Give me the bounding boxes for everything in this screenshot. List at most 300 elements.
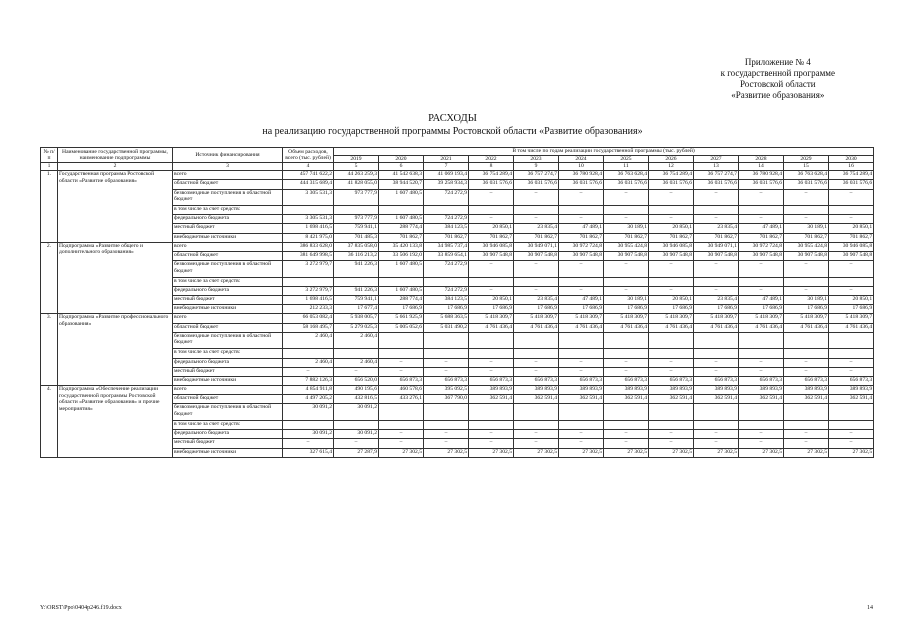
year-value: 656 873,3: [694, 376, 739, 385]
year-value: 1 607 480,5: [379, 286, 424, 295]
year-value: –: [694, 215, 739, 224]
year-value: 433 276,1: [379, 395, 424, 404]
year-value: [784, 349, 829, 358]
year-value: 30 955 424,8: [784, 242, 829, 251]
year-value: 47 489,1: [739, 296, 784, 305]
year-value: –: [694, 261, 739, 278]
header-source: Источник финансирования: [173, 148, 283, 163]
column-number: 14: [739, 163, 784, 171]
year-value: 4 761 436,4: [514, 323, 559, 332]
year-value: –: [604, 189, 649, 206]
year-value: 2 460,4: [334, 358, 379, 367]
total-value: –: [283, 367, 334, 376]
year-value: 27 287,9: [334, 448, 379, 457]
year-value: [784, 332, 829, 349]
year-value: 288 774,4: [379, 296, 424, 305]
total-value: [283, 349, 334, 358]
year-value: 36 031 576,6: [559, 180, 604, 189]
year-value: –: [514, 189, 559, 206]
year-value: 17 686,9: [514, 305, 559, 314]
year-value: 5 418 309,7: [469, 314, 514, 323]
year-value: –: [784, 358, 829, 367]
year-value: 27 302,5: [604, 448, 649, 457]
funding-source: внебюджетные источники: [173, 448, 283, 457]
total-value: 66 053 082,4: [283, 314, 334, 323]
year-value: [604, 420, 649, 429]
column-number: 6: [379, 163, 424, 171]
funding-source: безвозмездные поступления в областной бюджет: [173, 332, 283, 349]
year-value: 1 607 480,5: [379, 189, 424, 206]
year-value: –: [694, 367, 739, 376]
year-value: –: [829, 358, 874, 367]
year-value: –: [739, 261, 784, 278]
year-value: 701 862,7: [559, 233, 604, 242]
total-value: 4 854 911,8: [283, 386, 334, 395]
year-value: 23 835,4: [514, 224, 559, 233]
year-value: –: [784, 215, 829, 224]
year-value: 17 677,4: [334, 305, 379, 314]
year-value: 39 258 934,3: [424, 180, 469, 189]
year-value: –: [739, 439, 784, 448]
total-value: [283, 420, 334, 429]
year-value: –: [829, 215, 874, 224]
total-value: 381 649 998,5: [283, 252, 334, 261]
table-row: [41, 314, 874, 323]
year-value: –: [379, 358, 424, 367]
year-value: 33 506 192,0: [379, 252, 424, 261]
year-value: 27 302,5: [469, 448, 514, 457]
year-value: 389 893,9: [559, 386, 604, 395]
year-value: –: [829, 189, 874, 206]
header-years-group: В том числе по годам реализации государственной программы (тыс. рублей): [334, 148, 874, 156]
funding-source: внебюджетные источники: [173, 305, 283, 314]
year-value: [424, 332, 469, 349]
year-value: 656 873,3: [469, 376, 514, 385]
header-year: 2027: [694, 155, 739, 163]
year-value: 389 893,9: [649, 386, 694, 395]
year-value: 36 031 576,6: [829, 180, 874, 189]
year-value: [694, 206, 739, 215]
funding-source: всего: [173, 314, 283, 323]
year-value: 432 816,5: [334, 395, 379, 404]
year-value: 23 835,4: [694, 296, 739, 305]
year-value: 4 761 436,4: [829, 323, 874, 332]
year-value: 4 761 436,4: [559, 323, 604, 332]
total-value: 1 698 416,5: [283, 296, 334, 305]
year-value: 362 591,4: [739, 395, 784, 404]
year-value: 362 591,4: [469, 395, 514, 404]
column-number: 4: [283, 163, 334, 171]
year-value: –: [514, 358, 559, 367]
year-value: –: [559, 286, 604, 295]
page-subtitle: на реализацию государственной программы Ростовской области «Развитие образования»: [262, 126, 643, 137]
year-value: [739, 420, 784, 429]
year-value: 44 263 259,3: [334, 171, 379, 180]
year-value: [694, 332, 739, 349]
year-value: [424, 277, 469, 286]
header-row: [41, 148, 874, 156]
program-number: 4.: [41, 386, 58, 458]
year-value: 36 754 289,4: [469, 171, 514, 180]
total-value: [283, 206, 334, 215]
year-value: –: [514, 286, 559, 295]
year-value: 23 835,4: [694, 224, 739, 233]
year-value: 973 777,9: [334, 215, 379, 224]
year-value: [514, 332, 559, 349]
header-year: 2022: [469, 155, 514, 163]
year-value: –: [379, 430, 424, 439]
year-value: –: [424, 358, 469, 367]
expenses-table: [40, 147, 874, 458]
year-value: [424, 404, 469, 421]
total-value: 2 460,4: [283, 332, 334, 349]
year-value: 34 985 737,4: [424, 242, 469, 251]
total-value: 386 833 628,0: [283, 242, 334, 251]
year-value: 5 938 005,7: [334, 314, 379, 323]
year-value: 701 862,7: [424, 233, 469, 242]
year-value: –: [514, 439, 559, 448]
year-value: [604, 206, 649, 215]
year-value: 30 907 548,8: [514, 252, 559, 261]
year-value: 656 520,0: [334, 376, 379, 385]
year-value: 389 893,9: [784, 386, 829, 395]
year-value: 47 489,1: [559, 224, 604, 233]
year-value: [829, 420, 874, 429]
year-value: 362 591,4: [514, 395, 559, 404]
appendix-line: Ростовской области: [740, 79, 816, 89]
year-value: –: [559, 215, 604, 224]
year-value: –: [829, 430, 874, 439]
funding-source: всего: [173, 171, 283, 180]
year-value: –: [469, 215, 514, 224]
funding-source: в том числе за счет средств:: [173, 420, 283, 429]
year-value: [514, 349, 559, 358]
year-value: –: [649, 261, 694, 278]
year-value: 5 661 925,9: [379, 314, 424, 323]
year-value: 27 302,5: [829, 448, 874, 457]
total-value: 212 233,3: [283, 305, 334, 314]
year-value: –: [469, 439, 514, 448]
total-value: 3 272 979,7: [283, 261, 334, 278]
appendix-line: «Развитие образования»: [731, 90, 825, 100]
year-value: –: [334, 367, 379, 376]
header-year: 2019: [334, 155, 379, 163]
year-value: [604, 277, 649, 286]
year-value: 362 591,4: [649, 395, 694, 404]
column-number: 10: [559, 163, 604, 171]
year-value: 33 859 654,1: [424, 252, 469, 261]
year-value: [649, 206, 694, 215]
year-value: –: [559, 358, 604, 367]
year-value: [334, 206, 379, 215]
appendix-line: Приложение № 4: [744, 57, 811, 67]
year-value: 41 542 638,3: [379, 171, 424, 180]
year-value: 27 302,5: [694, 448, 739, 457]
year-value: [694, 404, 739, 421]
table-row: [41, 171, 874, 180]
year-value: 30 189,1: [784, 224, 829, 233]
year-value: –: [694, 286, 739, 295]
funding-source: местный бюджет: [173, 439, 283, 448]
year-value: –: [469, 367, 514, 376]
year-value: 30 955 424,8: [604, 242, 649, 251]
year-value: –: [784, 439, 829, 448]
year-value: –: [334, 439, 379, 448]
year-value: [739, 404, 784, 421]
year-value: 36 763 628,4: [784, 171, 829, 180]
year-value: 5 031 490,2: [424, 323, 469, 332]
year-value: 30 949 071,1: [694, 242, 739, 251]
year-value: [829, 332, 874, 349]
year-value: 17 686,9: [739, 305, 784, 314]
year-value: [559, 206, 604, 215]
total-value: 3 305 531,3: [283, 215, 334, 224]
year-value: 384 123,5: [424, 224, 469, 233]
year-value: 36 754 289,4: [829, 171, 874, 180]
year-value: 30 907 548,8: [829, 252, 874, 261]
total-value: 58 168 495,7: [283, 323, 334, 332]
funding-source: безвозмездные поступления в областной бюджет: [173, 261, 283, 278]
year-value: 656 873,3: [424, 376, 469, 385]
year-value: 701 862,7: [604, 233, 649, 242]
header-year: 2024: [559, 155, 604, 163]
year-value: 4 761 436,4: [694, 323, 739, 332]
year-value: 38 944 520,7: [379, 180, 424, 189]
header-year: 2023: [514, 155, 559, 163]
year-value: 30 091,2: [334, 404, 379, 421]
year-value: 36 780 928,4: [559, 171, 604, 180]
year-value: 656 873,3: [649, 376, 694, 385]
funding-source: областной бюджет: [173, 180, 283, 189]
year-value: 701 862,7: [784, 233, 829, 242]
year-value: –: [514, 367, 559, 376]
year-value: –: [739, 286, 784, 295]
total-value: 327 615,4: [283, 448, 334, 457]
header-name: Наименование государственной программы, наименование подпрограммы: [58, 148, 173, 163]
year-value: –: [784, 430, 829, 439]
year-value: 362 591,4: [559, 395, 604, 404]
year-value: 36 031 576,6: [514, 180, 559, 189]
year-value: [784, 277, 829, 286]
year-value: –: [559, 367, 604, 376]
year-value: –: [694, 358, 739, 367]
year-value: –: [469, 189, 514, 206]
table-row: [41, 386, 874, 395]
year-value: 30 091,2: [334, 430, 379, 439]
year-value: –: [514, 215, 559, 224]
year-value: 973 777,9: [334, 189, 379, 206]
year-value: 20 850,1: [649, 296, 694, 305]
year-value: [739, 332, 784, 349]
year-value: 389 893,9: [694, 386, 739, 395]
funding-source: федерального бюджета: [173, 215, 283, 224]
year-value: 460 578,6: [379, 386, 424, 395]
year-value: 701 862,7: [469, 233, 514, 242]
year-value: [694, 420, 739, 429]
expenses-table-wrapper: [40, 147, 873, 458]
year-value: [334, 277, 379, 286]
year-value: –: [694, 189, 739, 206]
year-value: 5 418 309,7: [604, 314, 649, 323]
year-value: 36 763 628,4: [604, 171, 649, 180]
year-value: –: [424, 439, 469, 448]
year-value: 20 850,1: [829, 296, 874, 305]
year-value: 5 418 309,7: [514, 314, 559, 323]
year-value: –: [604, 439, 649, 448]
year-value: 5 005 052,6: [379, 323, 424, 332]
funding-source: всего: [173, 242, 283, 251]
year-value: 30 907 548,8: [694, 252, 739, 261]
year-value: 656 873,3: [739, 376, 784, 385]
funding-source: в том числе за счет средств:: [173, 277, 283, 286]
year-value: –: [829, 439, 874, 448]
year-value: 490 195,6: [334, 386, 379, 395]
year-value: 389 893,9: [739, 386, 784, 395]
year-value: –: [604, 286, 649, 295]
year-value: 17 686,9: [604, 305, 649, 314]
total-value: –: [283, 439, 334, 448]
year-value: 36 031 576,6: [784, 180, 829, 189]
program-number: 3.: [41, 314, 58, 386]
year-value: –: [379, 439, 424, 448]
funding-source: всего: [173, 386, 283, 395]
year-value: 656 873,3: [514, 376, 559, 385]
year-value: 2 460,4: [334, 332, 379, 349]
year-value: –: [694, 439, 739, 448]
year-value: –: [559, 261, 604, 278]
year-value: [649, 332, 694, 349]
program-number: 2.: [41, 242, 58, 314]
total-value: [283, 277, 334, 286]
year-value: 701 862,7: [379, 233, 424, 242]
year-value: 701 485,3: [334, 233, 379, 242]
year-value: –: [604, 358, 649, 367]
appendix-line: к государственной программе: [720, 68, 835, 78]
year-value: 4 761 436,4: [649, 323, 694, 332]
total-value: 457 741 622,2: [283, 171, 334, 180]
year-value: [379, 404, 424, 421]
total-value: 7 882 126,3: [283, 376, 334, 385]
year-value: 36 031 576,6: [469, 180, 514, 189]
year-value: 30 189,1: [604, 296, 649, 305]
year-value: –: [649, 358, 694, 367]
appendix-note: [721, 57, 835, 101]
footer-file-path: Y:\ORST\Ppo\0404p246.f19.docx: [40, 605, 122, 611]
year-value: 30 907 548,8: [649, 252, 694, 261]
total-value: 30 091,2: [283, 404, 334, 421]
year-value: [829, 206, 874, 215]
year-value: 47 489,1: [559, 296, 604, 305]
year-value: –: [784, 189, 829, 206]
year-value: [514, 420, 559, 429]
year-value: [379, 277, 424, 286]
year-value: 36 780 928,4: [739, 171, 784, 180]
year-value: –: [739, 358, 784, 367]
year-value: –: [649, 286, 694, 295]
year-value: [469, 420, 514, 429]
year-value: 724 272,9: [424, 286, 469, 295]
column-number: 12: [649, 163, 694, 171]
year-value: 656 873,3: [604, 376, 649, 385]
year-value: 17 686,9: [559, 305, 604, 314]
year-value: [469, 277, 514, 286]
year-value: [784, 206, 829, 215]
year-value: –: [829, 367, 874, 376]
year-value: [559, 420, 604, 429]
funding-source: местный бюджет: [173, 367, 283, 376]
year-value: 36 757 274,7: [694, 171, 739, 180]
year-value: 17 686,9: [784, 305, 829, 314]
header-year: 2025: [604, 155, 649, 163]
year-value: 367 790,0: [424, 395, 469, 404]
year-value: –: [514, 261, 559, 278]
year-value: 656 873,3: [379, 376, 424, 385]
year-value: [694, 349, 739, 358]
year-value: [514, 404, 559, 421]
year-value: 30 907 548,8: [469, 252, 514, 261]
year-value: 656 873,3: [829, 376, 874, 385]
funding-source: внебюджетные источники: [173, 233, 283, 242]
program-name: Государственная программа Ростовской области «Развитие образования»: [58, 171, 173, 243]
year-value: 20 850,1: [469, 224, 514, 233]
year-value: 27 302,5: [514, 448, 559, 457]
year-value: 36 757 274,7: [514, 171, 559, 180]
year-value: [334, 420, 379, 429]
year-value: 30 907 548,8: [784, 252, 829, 261]
year-value: [334, 349, 379, 358]
year-value: [514, 206, 559, 215]
year-value: –: [469, 430, 514, 439]
year-value: –: [739, 367, 784, 376]
year-value: [379, 332, 424, 349]
year-value: 30 189,1: [604, 224, 649, 233]
column-number: 16: [829, 163, 874, 171]
year-value: 389 893,9: [514, 386, 559, 395]
year-value: 701 862,7: [514, 233, 559, 242]
total-value: 2 460,4: [283, 358, 334, 367]
column-number: 1: [41, 163, 58, 171]
year-value: 4 761 436,4: [739, 323, 784, 332]
year-value: –: [784, 367, 829, 376]
column-number: 13: [694, 163, 739, 171]
year-value: 17 686,9: [379, 305, 424, 314]
funding-source: безвозмездные поступления в областной бюджет: [173, 189, 283, 206]
year-value: 389 893,9: [829, 386, 874, 395]
year-value: 30 946 085,8: [829, 242, 874, 251]
year-value: 30 189,1: [784, 296, 829, 305]
year-value: 656 873,3: [784, 376, 829, 385]
year-value: 759 941,1: [334, 296, 379, 305]
year-value: 395 092,5: [424, 386, 469, 395]
column-number: 11: [604, 163, 649, 171]
total-value: 4 497 205,2: [283, 395, 334, 404]
year-value: 17 686,9: [649, 305, 694, 314]
header-year: 2030: [829, 155, 874, 163]
year-value: –: [784, 286, 829, 295]
year-value: [379, 349, 424, 358]
year-value: –: [469, 261, 514, 278]
year-value: –: [559, 439, 604, 448]
funding-source: в том числе за счет средств:: [173, 206, 283, 215]
year-value: 4 761 436,4: [469, 323, 514, 332]
year-value: [649, 404, 694, 421]
year-value: 30 946 085,8: [469, 242, 514, 251]
year-value: [829, 349, 874, 358]
year-value: 36 031 576,6: [604, 180, 649, 189]
year-value: [739, 277, 784, 286]
year-value: 30 972 724,8: [559, 242, 604, 251]
year-value: 36 031 576,6: [694, 180, 739, 189]
